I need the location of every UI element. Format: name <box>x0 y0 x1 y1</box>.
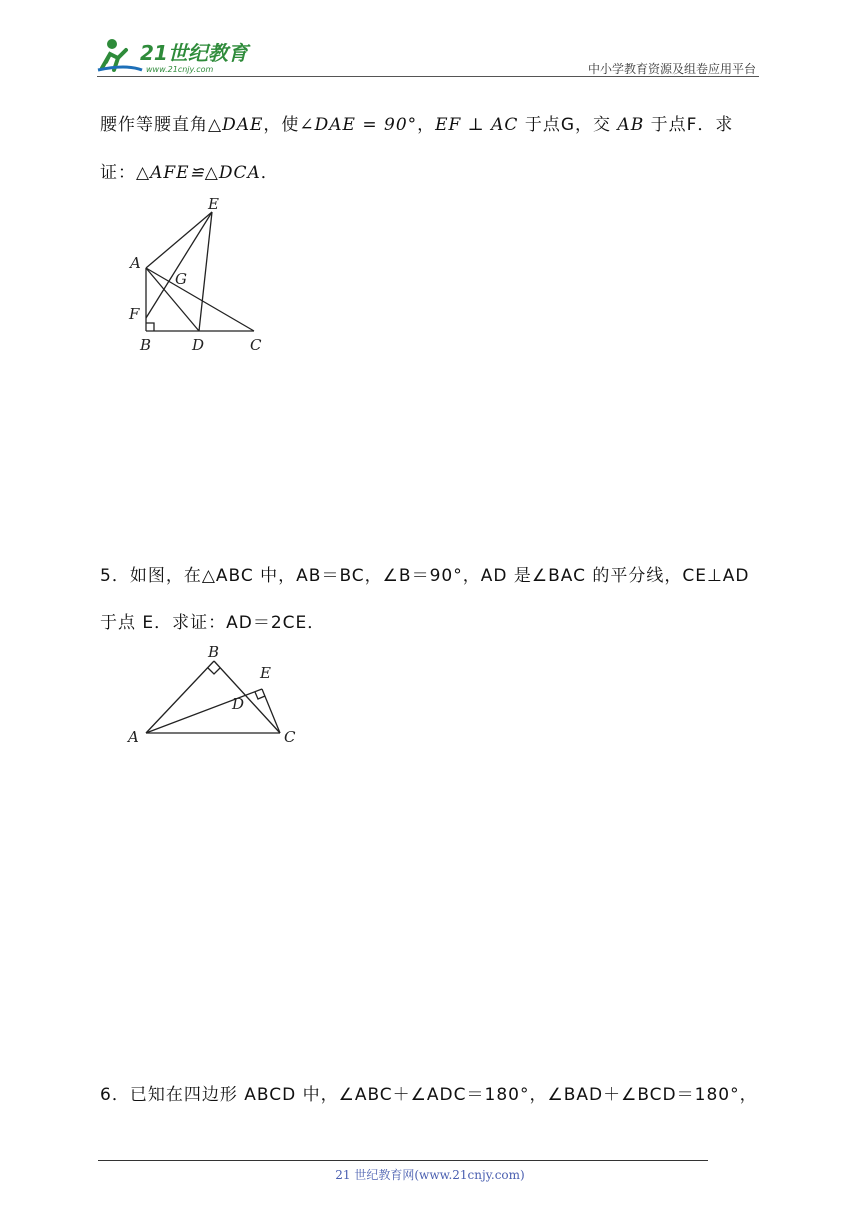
label-C: C <box>250 336 262 354</box>
p4-math-2: ∠DAE = 90° <box>299 115 418 135</box>
header-divider <box>97 76 759 77</box>
p4-text-1: 腰作等腰直角 <box>100 115 208 135</box>
label-C: C <box>284 728 296 746</box>
right-angle-mark-B <box>208 668 220 674</box>
segment-AE <box>146 689 262 733</box>
label-E: E <box>208 195 219 213</box>
label-F: F <box>129 305 140 323</box>
footer-divider <box>98 1160 708 1161</box>
problem5-line2: 于点 E．求证：AD＝2CE． <box>100 613 326 633</box>
label-B: B <box>208 643 220 661</box>
label-D: D <box>232 695 245 713</box>
segment-AE <box>146 212 212 268</box>
p4-text-5: 于点F．求 <box>644 115 734 135</box>
problem6-line1: 6．已知在四边形 ABCD 中，∠ABC＋∠ADC＝180°，∠BAD＋∠BCD＝180°， <box>100 1085 758 1105</box>
label-B: B <box>140 336 152 354</box>
p4-l2-math-1: △AFE≌△DCA <box>136 163 261 183</box>
label-D: D <box>192 336 205 354</box>
right-angle-mark-B <box>146 323 154 331</box>
problem4-line1 <box>100 110 733 135</box>
label-A: A <box>130 254 141 272</box>
segment-AD <box>146 268 199 331</box>
problem4-figure <box>120 195 280 360</box>
p4-text-4: 于点G，交 <box>518 115 618 135</box>
p4-math-1: △DAE <box>208 115 264 135</box>
logo-url: www.21cnjy.com <box>146 65 214 74</box>
label-G: G <box>175 270 187 288</box>
p4-l2-text-1: 证： <box>100 163 136 183</box>
logo-text: 21世纪教育 <box>140 41 248 65</box>
segment-AB <box>146 661 214 733</box>
p4-text-3: ， <box>417 115 436 135</box>
problem5-figure <box>122 640 312 752</box>
p4-text-2: ，使 <box>263 115 300 135</box>
footer-link[interactable]: 21 世纪教育网(www.21cnjy.com) <box>335 1168 525 1182</box>
runner-logo-icon <box>96 34 266 78</box>
problem4-line2 <box>100 158 279 183</box>
header-platform-text: 中小学教育资源及组卷应用平台 <box>587 62 756 76</box>
problem5-line1: 5．如图，在△ABC 中，AB＝BC，∠B＝90°，AD 是∠BAC 的平分线，CE⊥AD <box>100 566 750 586</box>
p4-math-3: EF ⊥ AC <box>435 115 519 135</box>
label-A: A <box>128 728 139 746</box>
p4-l2-text-2: ． <box>260 163 279 183</box>
p4-math-4: AB <box>617 115 645 135</box>
site-logo <box>96 34 266 78</box>
label-E: E <box>260 664 271 682</box>
